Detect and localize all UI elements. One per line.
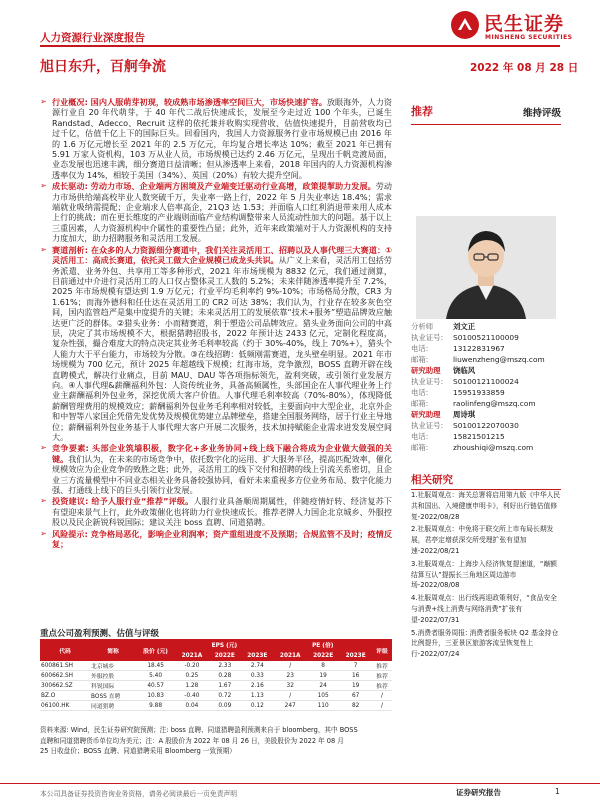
cell-eps-2023e: 1.13	[241, 691, 274, 701]
analyst-label: 电话:	[411, 388, 429, 397]
cell-price: 40.57	[136, 681, 175, 691]
bullet-industry-overview	[40, 97, 392, 180]
col-year: 2021A	[175, 650, 208, 661]
analyst-row	[411, 354, 561, 365]
cell-rating: 推荐	[372, 681, 392, 691]
col-price: 股价 (元)	[136, 639, 175, 661]
note-line: 直聘和同道猎聘货币单位均为美元；注：A 股股价为 2022 年 08 月 26 日，美股股价为 2022 年 08 月	[40, 736, 344, 745]
header-divider	[40, 45, 560, 47]
cell-pe-2022e: 8	[307, 661, 340, 671]
related-research-item[interactable]: 1.社服周观点：海关总署将启用第九版《中华人民共和国出、入境健康申明卡》，利好出行链估值修复-2022/08/28	[411, 491, 561, 521]
bullet-body: 人服行业具备顺周期属性，伴随疫情好转、经济复苏下有望迎来景气上行，此外政策催化也将助力行业快速成长。推荐老牌人力国企北京城乡、外服控股以及民企新锐科锐国际；建议关注 boss 直聘、同道猎聘。	[52, 496, 392, 528]
page-number: 1	[555, 787, 560, 796]
bullet-investment	[40, 496, 392, 527]
cell-eps-2022e: 0.72	[209, 691, 242, 701]
related-research-title: 相关研究	[411, 472, 561, 490]
bullet-head: 竞争要素: 头部企业筑墙积极，数字化+多业务协同+线上线下融合将成为企业做大做强的关键。	[52, 443, 392, 464]
cell-eps-2021a: 1.28	[175, 681, 208, 691]
analyst-value: raolinfeng@mszq.com	[453, 399, 536, 408]
footer-divider	[0, 783, 600, 784]
arrow-bullet-icon: ➢	[40, 244, 47, 254]
cell-pe-2021a: 32	[274, 681, 307, 691]
bullet-head: 投资建议: 给予人服行业“推荐”评级。	[52, 496, 194, 507]
analyst-value: 13122831967	[453, 344, 505, 353]
col-year: 2022E	[209, 650, 242, 661]
company-logo	[450, 8, 590, 48]
note-line: 25 日收盘价；BOSS 直聘、同道猎聘采用 Bloomberg 一致预期）	[40, 747, 236, 756]
arrow-bullet-icon: ➢	[40, 97, 47, 106]
cell-eps-2021a: -0.40	[175, 691, 208, 701]
analyst-photo	[416, 216, 556, 319]
summary-section	[40, 97, 392, 550]
analyst-value: 周诗琪	[453, 410, 476, 419]
analyst-label: 执业证号:	[411, 421, 444, 430]
forecast-table	[40, 639, 392, 711]
analyst-row	[411, 343, 561, 354]
analyst-label: 电话:	[411, 344, 429, 353]
bullet-head: 行业概况: 国内人服萌芽初现，较成熟市场渗透率空间巨大，市场快速扩容。	[52, 97, 327, 107]
analyst-row	[411, 365, 561, 376]
analyst-portrait-icon	[416, 216, 556, 319]
bullet-body: 从广义上来看，灵活用工包括劳务派遣、业务外包、共享用工等多种形式，2021 年市场规模为 8832 亿元，我们通过测算，目前通过中介进行灵活用工的人口仅占整体灵工人数的 5.2%；未来伴随渗透率提升至 7.2%，2025 年市场规模有望达到 1.9 万亿元；行业平均毛利率约 9%-10%；市场格局分散，CR3 为 1.61%；而海外德科和任仕达在灵活用工的 CR2 可达 38%；我们认为，行业存在较多灰色空间，国内监管趋严是集中度提升的关键；未来灵活用工的发展依靠“技术+服务”塑造品牌效应触达更广泛的群体。②猎头业务：小而精赛道，利于塑造公司品牌效应。猎头业务面向公司的中高层，决定了其市场规模不大，根据猎聘招股书，2022 年预计达 2433 亿元，定制化程度高，复杂性强，撮合难度大的特点决定其业务毛利率较高（约于 30%-40%，线上 70%+），猎头个人能力大于平台能力，市场较为分散。③在线招聘：低频刚需赛道，龙头壁垒明显。2021 年市场规模为 700 亿元，预计 2025 年超越线下规模；红海市场，竞争激烈，BOSS 直聘开辟在线直聘模式，解决行业痛点，目前 MAU、DAU 等各项指标领先，盈利突破，或引领行业发展方向。④人事代理&薪酬福利外包：人资传统业务，具备高频属性，头部国企在人事代理业务上行业主薪酬福利外包业务，深挖优质大客户价值。人事代理毛利率较高（70%-80%），体现降低薪酬管理费用的规模效应；薪酬福利外包业务毛利率相对较低，主要面向中大型企业，北京外企和中智等八家国企凭借先发优势及规模优势建立品牌壁垒，搭建全国服务网络，居于行业主导地位；薪酬福利外包业务基于人事代理大客户开展二次服务，技术加持赋能企业需求进发发展空间大。	[52, 255, 392, 442]
analyst-row	[411, 420, 561, 431]
rating-label: 推荐	[411, 105, 433, 118]
cell-pe-2021a: /	[274, 661, 307, 671]
related-research-item[interactable]: 5.消费者服务周报: 消费者服务板块 Q2 基金持仓比例提升，三亚景区旅游客流呈恢复性上行-2022/07/24	[411, 628, 559, 659]
report-type: 人力资源行业深度报告	[40, 32, 145, 44]
sidebar	[411, 97, 561, 659]
cell-eps-2023e: 0.33	[241, 671, 274, 681]
col-year: 2023E	[241, 650, 274, 661]
col-eps: EPS (元)	[175, 639, 273, 650]
analyst-row	[411, 409, 561, 420]
table-row	[40, 701, 392, 711]
col-year: 2021A	[274, 650, 307, 661]
analyst-value: S0100122070030	[453, 421, 519, 430]
cell-pe-2021a: /	[274, 691, 307, 701]
cell-price: 10.83	[136, 691, 175, 701]
related-research-list	[411, 490, 561, 662]
analyst-value: S0100121100024	[453, 377, 519, 386]
cell-pe-2022e: 24	[307, 681, 340, 691]
analyst-value: 刘文正	[453, 322, 476, 331]
logo-text-cn: 民生证券	[484, 13, 565, 35]
analyst-label: 研究助理	[411, 366, 441, 375]
col-year: 2022E	[307, 650, 340, 661]
table-row	[40, 691, 392, 701]
table-notes	[40, 725, 392, 757]
analyst-row	[411, 431, 561, 442]
cell-price: 9.88	[136, 701, 175, 711]
cell-pe-2023e: 19	[339, 681, 372, 691]
cell-eps-2022e: 1.67	[209, 681, 242, 691]
cell-eps-2021a: 0.04	[175, 701, 208, 711]
related-research-item[interactable]: 3.社服周观点：上海步入经济恢复提速道，“巅额结算互认”提振长三角地区周边游市场-2022/08/08	[411, 559, 557, 590]
arrow-bullet-icon: ➢	[40, 496, 47, 506]
bullet-body: 放眼海外，人力资源行业自 20 年代萌芽，于 40 年代二战后快速成长，发展至今走过近 100 个年头，已诞生 Randstad、Adecco、Recruit 这样的依托兼并收购实现营收、估值快速提升，目前营收均已过千亿，估值千亿上下的国际巨头。回看国内，我国人力资源服务行业市场规模已由 2016 年的 1.6 万亿元增长至 2021 年的 2.5 万亿元，年均复合增长率达 10%；截至 2021 年已拥有 5.91 万家人资机构，103 万从业人员，市场规模已达约 2.46 万亿元，呈现出千帆竞渡局面，业态发展也迅速丰满，细分赛道日益清晰；但从渗透率上来看，2018 年国内的人力资源机构渗透率仅为 14%，相较于美国（34%）、英国（20%）有较大提升空间。	[52, 97, 392, 180]
analyst-label: 执业证号:	[411, 377, 444, 386]
analyst-label: 研究助理	[411, 410, 441, 419]
arrow-bullet-icon: ➢	[40, 528, 47, 538]
cell-rating: /	[372, 701, 392, 711]
analyst-row	[411, 387, 561, 398]
note-line: 资料来源: Wind，民生证券研究院预测；注: boss 直聘、同道猎聘盈利预测来自于 bloomberg，其中 BOSS	[40, 726, 358, 734]
cell-pe-2023e: 82	[339, 701, 372, 711]
cell-eps-2022e: 0.09	[209, 701, 242, 711]
cell-name: 科锐国际	[90, 681, 136, 691]
analyst-value: 15951933859	[453, 388, 505, 397]
report-title: 旭日东升，百舸争流	[40, 59, 166, 75]
table-header-row	[40, 639, 392, 650]
analyst-label: 邮箱:	[411, 399, 429, 408]
table-row	[40, 661, 392, 671]
bullet-head: 赛道剖析: 在众多的人力资源细分赛道中，我们关注灵活用工、招聘以及人事代理三大赛道：①灵活用工：高成长赛道，依托灵工做大企业规模已成龙头共识。	[52, 244, 392, 266]
cell-rating: /	[372, 691, 392, 701]
bullet-body: 劳动力市场供给端高校毕业人数突破千万，失业率一路上行，2022 年 5 月失业率达 18.4%；需求端就业吸纳需提配；企业端求人倍率高企，21Q3 达 1.53；并面临人口红利消退带来用人成本上行的挑战；而在更长维度的产业端则面临产业结构调整带来人员流动性加大的问题。基于以上三重因素，人力资源机构中介属性的重要性凸显；此外，近年来政策端对于人力资源机构的支持力度加大，助力招聘服务和灵活用工发展。	[52, 181, 392, 244]
related-research-item[interactable]: 4.社服周观点：出行线再迎政策利好，“食品安全与消费+线上消费与网络消费”扩张有望-2022/07/31	[411, 594, 557, 624]
rating-value: 维持评级	[522, 108, 561, 119]
bullet-head: 风险提示: 竞争格局恶化，影响企业利润率；资产重组进度不及预期；合规监管不及时；疫情反复；	[52, 528, 392, 550]
analyst-row	[411, 376, 561, 387]
cell-code: 600662.SH	[40, 671, 90, 681]
bullet-head: 成长驱动: 劳动力市场、企业端两方困境及产业端变迁驱动行业高增，政策提挈助力发展。	[52, 181, 376, 192]
cell-eps-2022e: 2.33	[209, 661, 242, 671]
table-title: 重点公司盈利预测、估值与评级	[40, 629, 160, 639]
cell-name: BOSS 直聘	[90, 691, 136, 701]
cell-price: 18.45	[136, 661, 175, 671]
report-date: 2022 年 08 月 28 日	[470, 62, 579, 74]
cell-name: 同道猎聘	[90, 701, 136, 711]
table-row	[40, 671, 392, 681]
cell-eps-2023e: 2.16	[241, 681, 274, 691]
bullet-competition	[40, 443, 392, 495]
cell-eps-2021a: 0.25	[175, 671, 208, 681]
cell-pe-2023e: 7	[339, 661, 372, 671]
cell-code: BZ.O	[40, 691, 90, 701]
col-rating: 评级	[372, 639, 392, 661]
cell-price: 5.40	[136, 671, 175, 681]
table-body	[40, 661, 392, 711]
bullet-body: 我们认为，在未来的市场竞争中，依托数字化的运用、扩大服务半径，提高匹配效率，催化规模效应为企业竞争的致胜之匙；此外，灵活用工的线下交付和招聘的线上引流关系密切，且企业三方流量模型中不同业态相关业务具备较强协同，看好未来重视多方位业务布局、数字化能力强、打通线上线下的巨头引领行业发展。	[52, 453, 392, 496]
arrow-bullet-icon: ➢	[40, 443, 47, 453]
analyst-row	[411, 332, 561, 343]
footer-disclaimer: 本公司具备证券投资咨询业务资格，请务必阅读最后一页免责声明	[40, 790, 238, 798]
cell-eps-2023e: 0.12	[241, 701, 274, 711]
analyst-row	[411, 398, 561, 409]
col-pe: PE (倍)	[274, 639, 372, 650]
cell-name: 北京城乡	[90, 661, 136, 671]
analyst-row	[411, 442, 561, 453]
cell-pe-2022e: 110	[307, 701, 340, 711]
cell-eps-2022e: 0.28	[209, 671, 242, 681]
analyst-label: 执业证号:	[411, 333, 444, 342]
analyst-value: 饶临风	[453, 366, 476, 375]
table-row	[40, 681, 392, 691]
analyst-value: S0100521100009	[453, 333, 519, 342]
analyst-value: zhoushiqi@mszq.com	[453, 443, 534, 452]
analyst-label: 邮箱:	[411, 355, 429, 364]
col-name: 简称	[90, 639, 136, 661]
cell-eps-2023e: 2.74	[241, 661, 274, 671]
cell-code: 600861.SH	[40, 661, 90, 671]
cell-pe-2022e: 105	[307, 691, 340, 701]
analyst-value: 15821501215	[453, 432, 505, 441]
footer-brand: 证券研究报告	[456, 788, 501, 797]
analyst-value: liuwenzheng@mszq.com	[453, 355, 545, 364]
analyst-info	[411, 321, 561, 453]
cell-rating: 推荐	[372, 661, 392, 671]
col-year: 2023E	[339, 650, 372, 661]
cell-code: 300662.SZ	[40, 681, 90, 691]
bullet-growth-drivers	[40, 181, 392, 243]
bullet-track-analysis	[40, 245, 392, 443]
analyst-label: 分析师	[411, 322, 434, 331]
cell-code: 06100.HK	[40, 701, 90, 711]
analyst-label: 邮箱:	[411, 443, 429, 452]
logo-text-en: MINSHENG SECURITIES	[485, 34, 573, 41]
analyst-label: 电话:	[411, 432, 429, 441]
cell-pe-2021a: 23	[274, 671, 307, 681]
cell-pe-2021a: 247	[274, 701, 307, 711]
col-code: 代码	[40, 639, 90, 661]
related-research-item[interactable]: 2.社服周观点：中免将于联交所上市布局长期发展，君亭定增获深交所受理扩张有望加速-2022/08/21	[411, 525, 554, 555]
rating-bar	[411, 97, 561, 125]
cell-rating: 推荐	[372, 671, 392, 681]
cell-pe-2023e: 67	[339, 691, 372, 701]
cell-pe-2023e: 16	[339, 671, 372, 681]
bullet-risk	[40, 529, 392, 550]
minsheng-logo-icon	[450, 10, 480, 40]
cell-eps-2021a: -0.20	[175, 661, 208, 671]
arrow-bullet-icon: ➢	[40, 181, 47, 191]
analyst-row	[411, 321, 561, 332]
cell-pe-2022e: 19	[307, 671, 340, 681]
cell-name: 外服控股	[90, 671, 136, 681]
